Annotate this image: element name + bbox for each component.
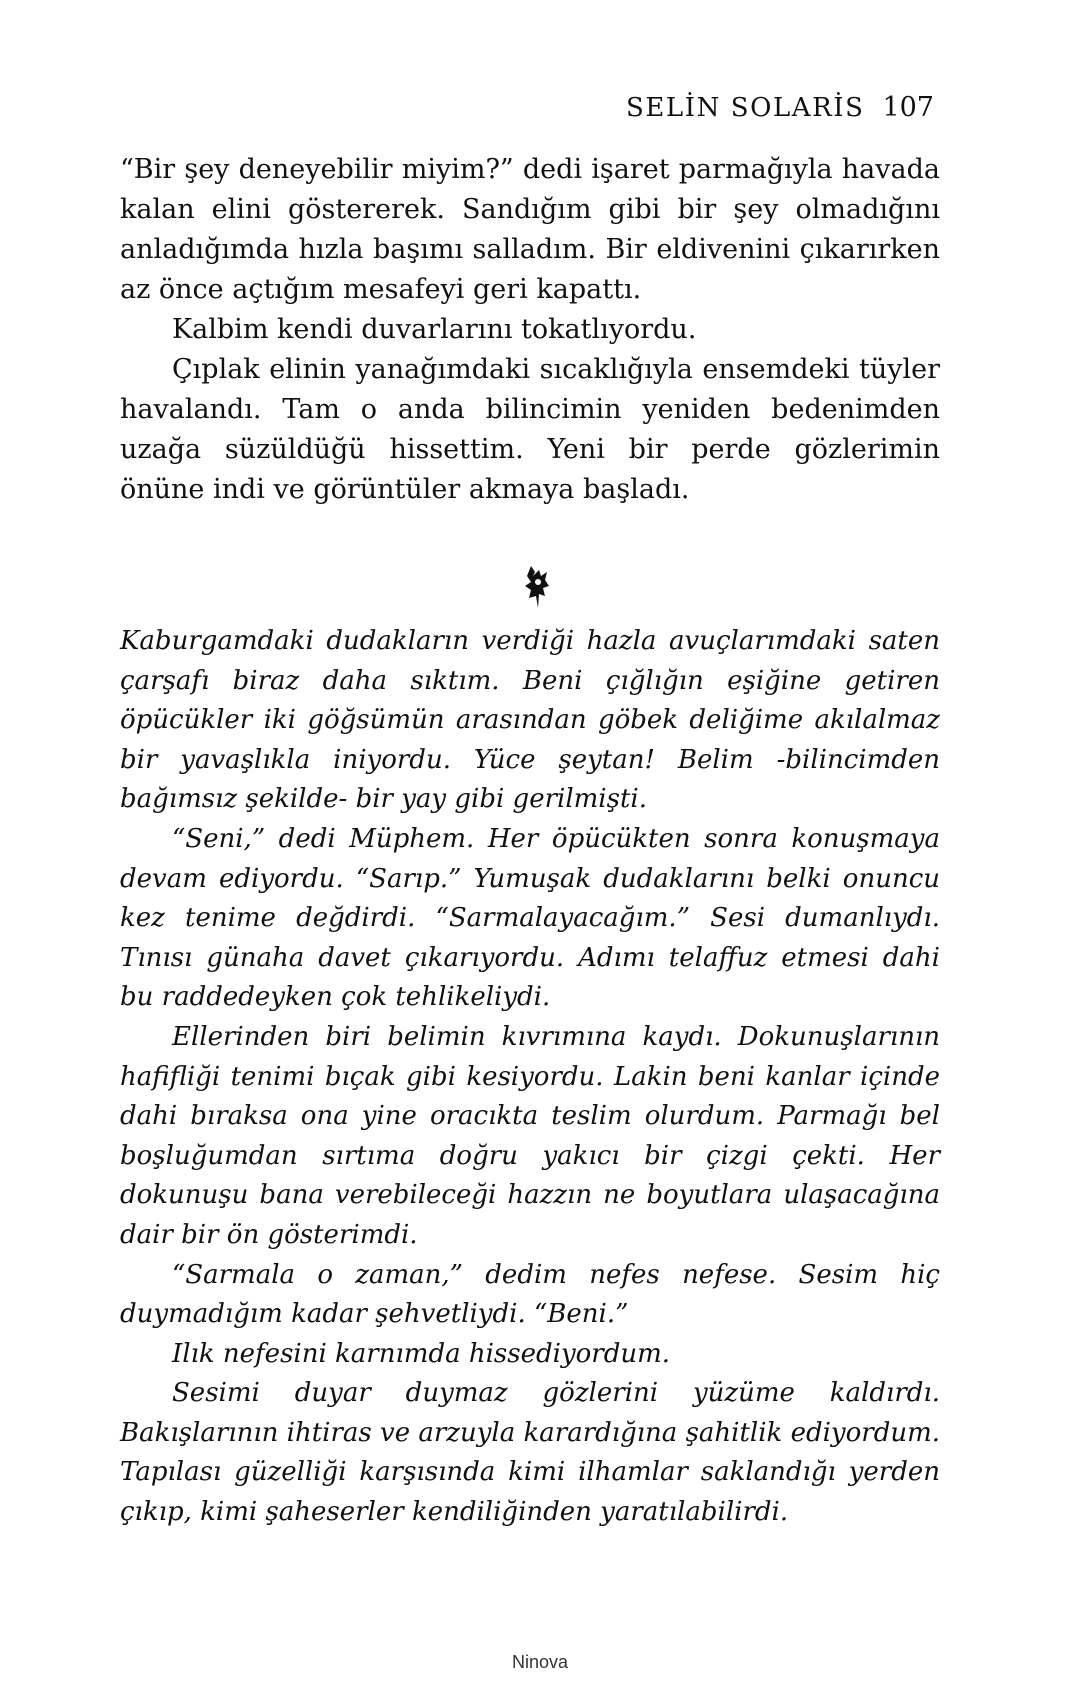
paragraph: “Bir şey deneyebilir miyim?” dedi işaret parmağıyla havada kalan elini göstererek. Sandığım gibi bir şey olmadığını anladığımda hızla başımı salladım. Bir eldivenini çıkarırken az önce açtığım mesafeyi geri kapattı. [120, 154, 940, 305]
paragraph: “Sarmala o zaman,” dedim nefes nefese. Sesim hiç duymadığım kadar şehvetliydi. “Beni.” [120, 1259, 940, 1330]
paragraph: “Seni,” dedi Müphem. Her öpücükten sonra konuşmaya devam ediyordu. “Sarıp.” Yumuşak dudaklarını belki onuncu kez tenime değdirdi. “Sarmalayacağım.” Sesi dumanlıydı. Tınısı günaha davet çıkarıyordu. Adımı telaffuz etmesi dahi bu raddedeyken çok tehlikeliydi. [120, 823, 940, 1013]
body-section [120, 150, 940, 510]
footer-watermark: Ninova [511, 1652, 569, 1672]
scroll-ornament-icon [519, 562, 557, 612]
page-header [626, 92, 934, 123]
paragraph: Ilık nefesini karnımda hissediyordum. [172, 1338, 671, 1369]
italic-section [120, 622, 940, 1533]
paragraph: Kaburgamdaki dudakların verdiği hazla avuçlarımdaki saten çarşafı biraz daha sıktım. Beni çığlığın eşiğine getiren öpücükler iki göğsümün arasından göbek deliğime akılalmaz bir yavaşlıkla iniyordu. Yüce şeytan! Belim -bilincimden bağımsız şekilde- bir yay gibi gerilmişti. [120, 626, 940, 815]
running-title: SELİN SOLARİS [626, 93, 865, 123]
paragraph: Çıplak elinin yanağımdaki sıcaklığıyla ensemdeki tüyler havalandı. Tam o anda bilincimin yeniden bedenimden uzağa süzüldüğü hissettim. Yeni bir perde gözlerimin önüne indi ve görüntüler akmaya başladı. [120, 354, 940, 505]
page-number: 107 [882, 92, 934, 123]
paragraph: Kalbim kendi duvarlarını tokatlıyordu. [172, 314, 697, 345]
paragraph: Ellerinden biri belimin kıvrımına kaydı. Dokunuşlarının hafifliği tenimi bıçak gibi kesiyordu. Lakin beni kanlar içinde dahi bıraksa ona yine oracıkta teslim olurdum. Parmağı bel boşluğumdan sırtıma doğru yakıcı bir çizgi çekti. Her dokunuşu bana verebileceği hazzın ne boyutlara ulaşacağına dair bir ön gösterimdi. [120, 1021, 940, 1250]
paragraph: Sesimi duyar duymaz gözlerini yüzüme kaldırdı. Bakışlarının ihtiras ve arzuyla karardığına şahitlik ediyordum. Tapılası güzelliği karşısında kimi ilhamlar saklandığı yerden çıkıp, kimi şaheserler kendiliğinden yaratılabilirdi. [120, 1378, 940, 1528]
